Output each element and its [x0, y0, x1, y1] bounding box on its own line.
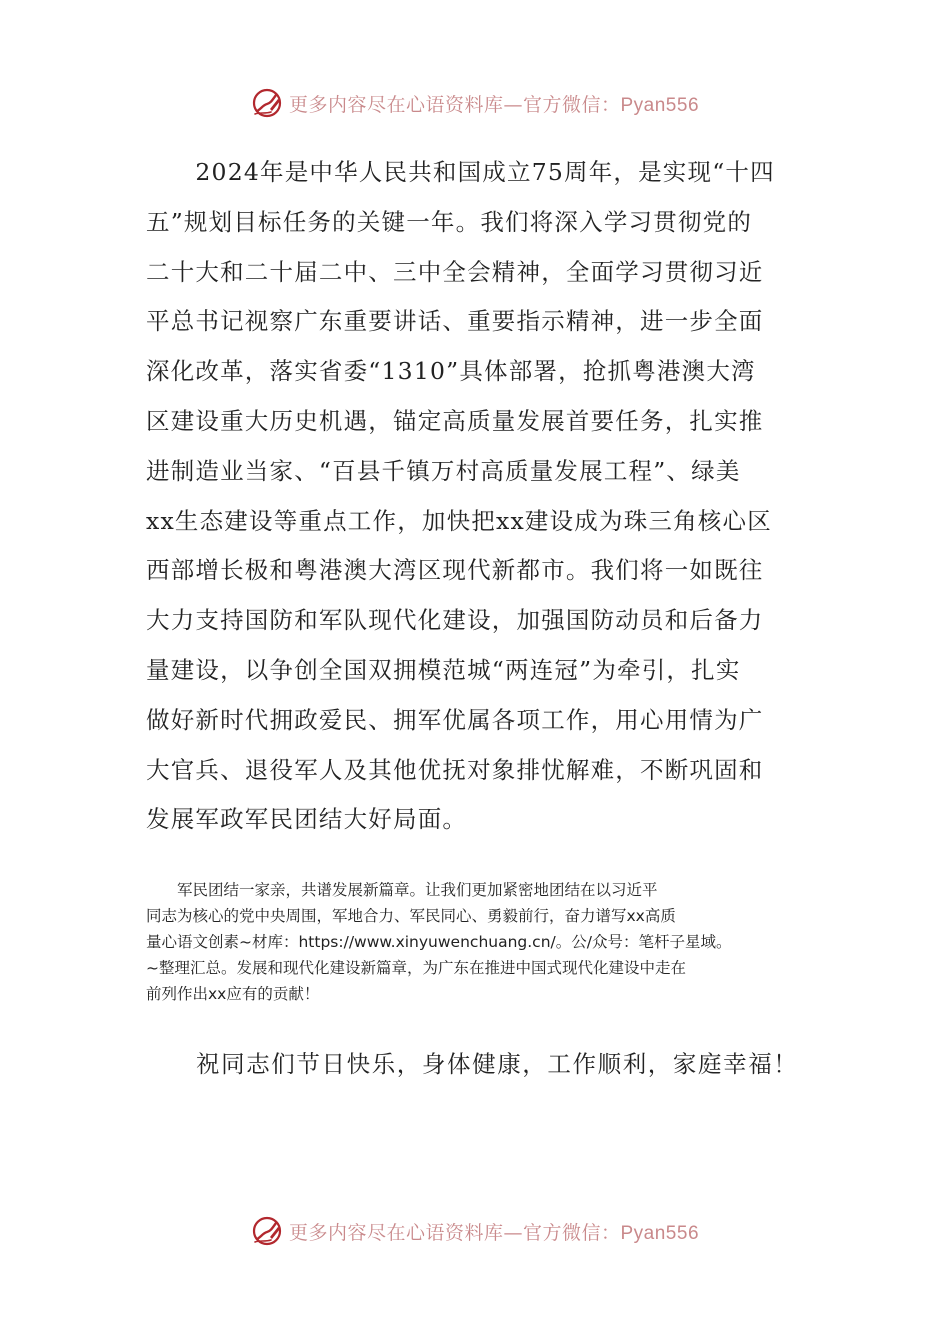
- main-paragraph: [146, 148, 808, 845]
- paragraph-line: 大力支持国防和军队现代化建设，加强国防动员和后备力: [146, 606, 764, 635]
- footer-banner-content: [251, 1215, 699, 1247]
- small-paragraph-line: 同志为核心的党中央周围，军地合力、军民同心、勇毅前行，奋力谱写xx高质: [146, 907, 676, 925]
- paragraph-line: 五”规划目标任务的关键一年。我们将深入学习贯彻党的: [146, 207, 753, 236]
- small-paragraph-line: ~整理汇总。发展和现代化建设新篇章，为广东在推进中国式现代化建设中走在: [146, 959, 686, 977]
- closing-greeting: 祝同志们节日快乐，身体健康，工作顺利，家庭幸福！: [196, 1050, 799, 1078]
- paragraph-line: 深化改革，落实省委“1310”具体部署，抢抓粤港澳大湾: [146, 357, 756, 386]
- small-paragraph: [146, 877, 808, 1007]
- pen-writing-icon: [251, 1215, 283, 1247]
- pen-writing-icon: [251, 87, 283, 119]
- paragraph-line: xx生态建设等重点工作，加快把xx建设成为珠三角核心区: [146, 506, 772, 535]
- header-banner-text: 更多内容尽在心语资料库—官方微信：Pyan556: [288, 93, 700, 116]
- footer-wechat-id: Pyan556: [620, 1222, 700, 1244]
- footer-banner-text: 更多内容尽在心语资料库—官方微信：Pyan556: [288, 1221, 700, 1244]
- header-banner-content: [251, 87, 699, 119]
- paragraph-line: 发展军政军民团结大好局面。: [146, 805, 468, 834]
- paragraph-line: 2024年是中华人民共和国成立75周年，是实现“十四: [146, 158, 775, 186]
- paragraph-line: 平总书记视察广东重要讲话、重要指示精神，进一步全面: [146, 307, 764, 336]
- small-paragraph-line: 量心语文创素~材库：https://www.xinyuwenchuang.cn/。公/众号：笔杆子星域。: [146, 933, 732, 951]
- paragraph-line: 二十大和二十届二中、三中全会精神，全面学习贯彻习近: [146, 257, 764, 286]
- paragraph-line: 进制造业当家、“百县千镇万村高质量发展工程”、绿美: [146, 456, 741, 485]
- paragraph-line: 西部增长极和粤港澳大湾区现代新都市。我们将一如既往: [146, 556, 764, 585]
- paragraph-line: 做好新时代拥政爱民、拥军优属各项工作，用心用情为广: [146, 705, 764, 734]
- header-banner: [0, 83, 950, 123]
- small-paragraph-line: 前列作出xx应有的贡献！: [146, 985, 320, 1003]
- small-paragraph-line: 军民团结一家亲，共谱发展新篇章。让我们更加紧密地团结在以习近平: [146, 881, 658, 899]
- paragraph-line: 区建设重大历史机遇，锚定高质量发展首要任务，扎实推: [146, 406, 764, 435]
- paragraph-line: 量建设，以争创全国双拥模范城“两连冠”为牵引，扎实: [146, 655, 741, 684]
- paragraph-line: 大官兵、退役军人及其他优抚对象排忧解难，不断巩固和: [146, 755, 764, 784]
- header-wechat-id: Pyan556: [620, 94, 700, 116]
- footer-banner: [0, 1211, 950, 1251]
